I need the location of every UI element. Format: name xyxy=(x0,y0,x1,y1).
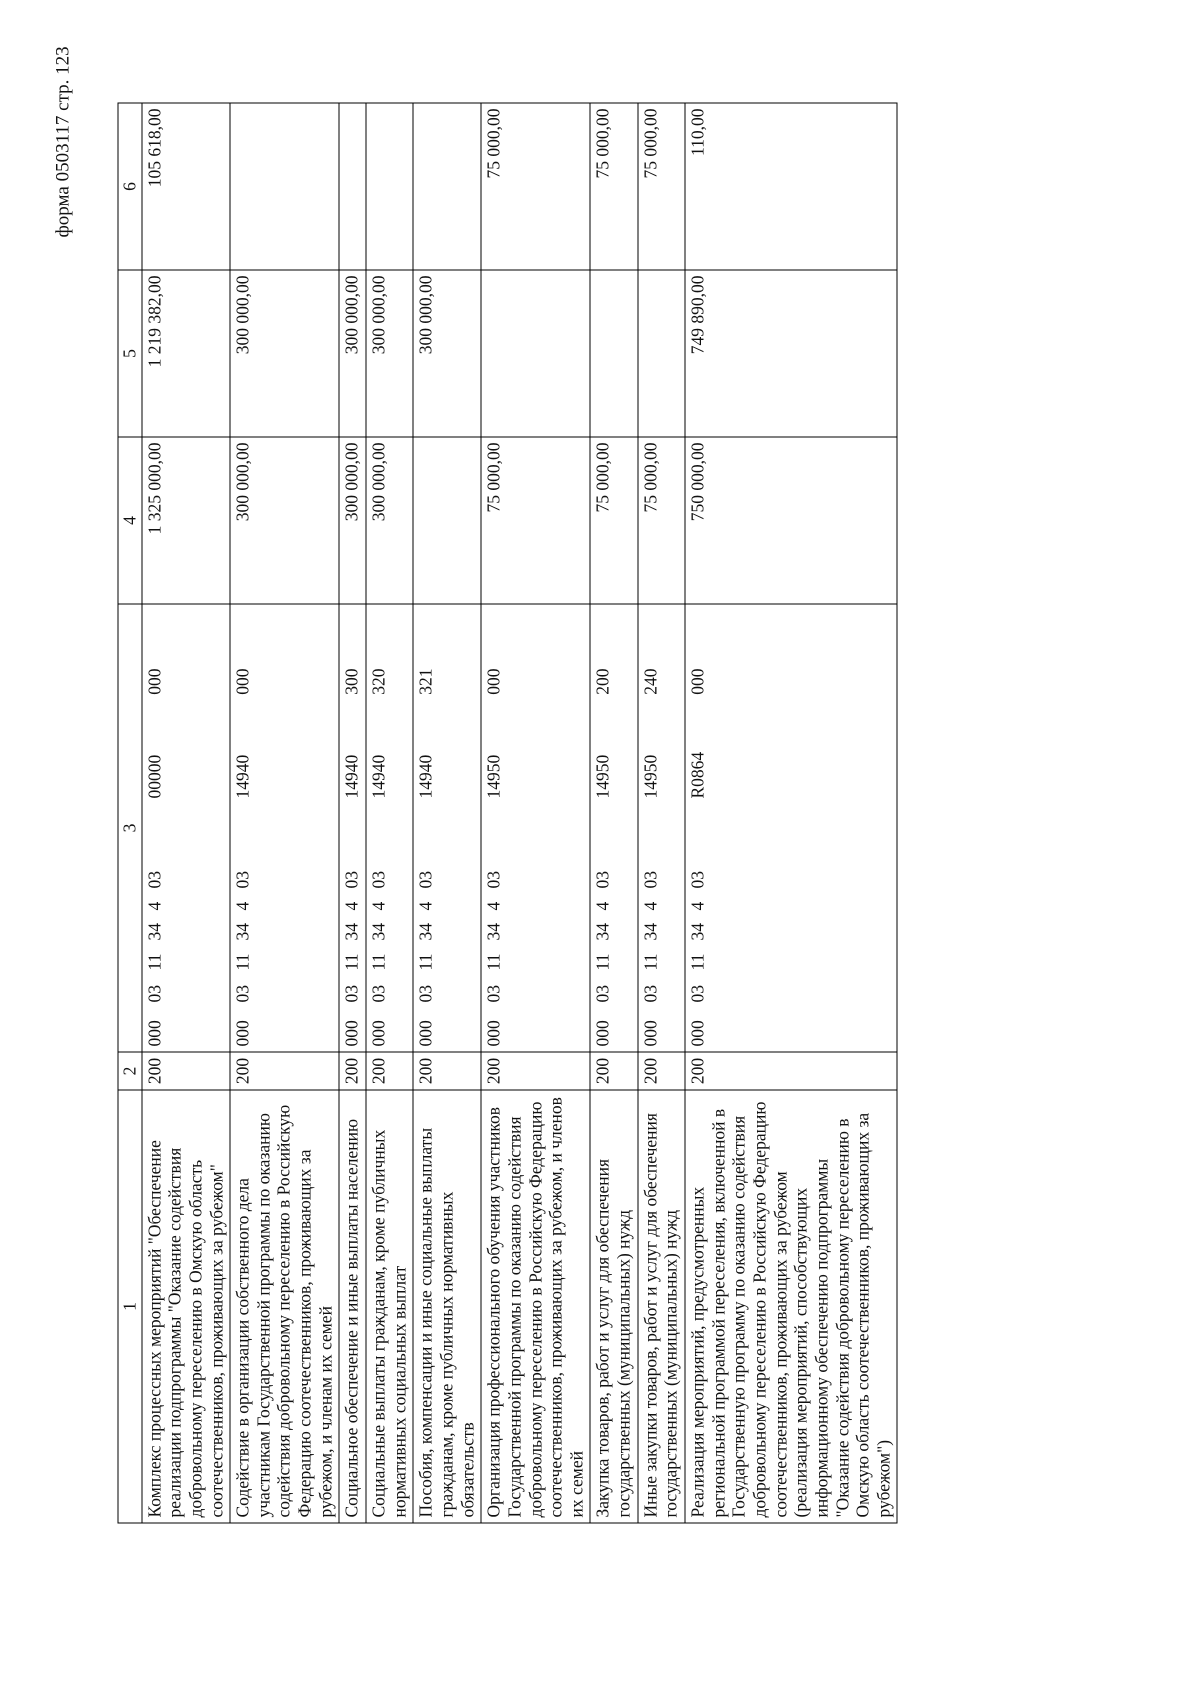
budget-code xyxy=(687,609,708,1046)
row-line-code: 200 xyxy=(637,1052,684,1090)
row-unexecuted-amount: 75 000,00 xyxy=(637,103,684,270)
column-header: 2 xyxy=(118,1052,142,1090)
budget-code-part: 14950 xyxy=(483,754,504,798)
row-executed-amount: 300 000,00 xyxy=(366,270,413,437)
row-line-code: 200 xyxy=(339,1052,366,1090)
budget-table xyxy=(117,102,897,1523)
row-name: Организация профессионального обучения участников Государственной программы по оказанию содействия добровольному переселению в Российскую Федерацию соотечественников, проживающих за рубежом, и членов их семей xyxy=(481,1090,590,1523)
budget-code-part: 34 xyxy=(341,922,362,940)
budget-code xyxy=(483,609,504,1046)
budget-code-part: 03 xyxy=(639,870,660,888)
budget-code-part: 4 xyxy=(368,901,389,910)
row-approved-amount: 300 000,00 xyxy=(339,437,366,604)
row-line-code: 200 xyxy=(230,1052,339,1090)
row-line-code: 200 xyxy=(590,1052,637,1090)
row-name: Социальные выплаты гражданам, кроме публичных нормативных социальных выплат xyxy=(366,1090,413,1523)
row-approved-amount: 300 000,00 xyxy=(366,437,413,604)
budget-code-part: 34 xyxy=(415,922,436,940)
budget-code-part: 11 xyxy=(592,953,613,970)
column-header: 3 xyxy=(118,604,142,1052)
budget-code-part: 320 xyxy=(368,668,389,695)
table-row xyxy=(413,103,481,1523)
budget-code-part: 4 xyxy=(232,901,253,910)
row-approved-amount: 750 000,00 xyxy=(685,437,897,604)
row-name: Социальное обеспечение и иные выплаты населению xyxy=(339,1090,366,1523)
budget-code-part: 14940 xyxy=(415,754,436,798)
budget-code-part: 03 xyxy=(341,870,362,888)
budget-code-part: 000 xyxy=(143,668,164,695)
budget-code-part: 321 xyxy=(415,668,436,695)
row-executed-amount xyxy=(590,270,637,437)
row-name: Иные закупки товаров, работ и услуг для обеспечения государственных (муниципальных) нужд xyxy=(637,1090,684,1523)
row-line-code: 200 xyxy=(141,1052,230,1090)
table-row xyxy=(685,103,897,1523)
budget-code-part: 000 xyxy=(687,668,708,695)
row-unexecuted-amount xyxy=(413,103,481,270)
budget-code-part: 11 xyxy=(143,953,164,970)
budget-code-part: 03 xyxy=(143,870,164,888)
budget-code-part: 03 xyxy=(592,984,613,1002)
row-approved-amount: 75 000,00 xyxy=(637,437,684,604)
budget-code-part: R0864 xyxy=(687,751,708,798)
budget-code-part: 03 xyxy=(368,870,389,888)
budget-code-part: 000 xyxy=(483,668,504,695)
budget-code-part: 000 xyxy=(483,1019,504,1046)
row-executed-amount: 300 000,00 xyxy=(413,270,481,437)
budget-code xyxy=(232,609,253,1046)
row-executed-amount: 749 890,00 xyxy=(685,270,897,437)
budget-code-part: 4 xyxy=(415,901,436,910)
row-name: Содействие в организации собственного дела участникам Государственной программы по оказанию содействия добровольному переселению в Российскую Федерацию соотечественников, проживающих за рубежом, и членам их семей xyxy=(230,1090,339,1523)
budget-code xyxy=(144,609,165,1046)
budget-code-part: 14940 xyxy=(232,754,253,798)
row-budget-code xyxy=(637,604,684,1052)
row-budget-code xyxy=(339,604,366,1052)
table-row xyxy=(637,103,684,1523)
budget-code-part: 000 xyxy=(592,1019,613,1046)
budget-code-part: 03 xyxy=(232,870,253,888)
budget-code-part: 000 xyxy=(232,1019,253,1046)
budget-code-part: 03 xyxy=(592,870,613,888)
row-executed-amount: 300 000,00 xyxy=(230,270,339,437)
column-header: 6 xyxy=(118,103,142,270)
budget-code-part: 4 xyxy=(483,901,504,910)
row-name: Закупка товаров, работ и услуг для обеспечения государственных (муниципальных) нужд xyxy=(590,1090,637,1523)
column-header: 5 xyxy=(118,270,142,437)
row-budget-code xyxy=(481,604,590,1052)
table-row xyxy=(590,103,637,1523)
column-header: 4 xyxy=(118,437,142,604)
table-row xyxy=(230,103,339,1523)
table-row xyxy=(481,103,590,1523)
budget-code-part: 03 xyxy=(483,984,504,1002)
row-line-code: 200 xyxy=(685,1052,897,1090)
budget-code xyxy=(415,609,436,1046)
row-approved-amount: 300 000,00 xyxy=(230,437,339,604)
budget-code-part: 14940 xyxy=(341,754,362,798)
budget-code-part: 4 xyxy=(341,901,362,910)
budget-code-part: 03 xyxy=(415,984,436,1002)
row-line-code: 200 xyxy=(481,1052,590,1090)
budget-code-part: 11 xyxy=(483,953,504,970)
budget-code-part: 03 xyxy=(232,984,253,1002)
row-line-code: 200 xyxy=(413,1052,481,1090)
budget-code-part: 03 xyxy=(639,984,660,1002)
budget-code-part: 34 xyxy=(143,922,164,940)
budget-code-part: 03 xyxy=(687,984,708,1002)
budget-code-part: 000 xyxy=(415,1019,436,1046)
budget-code xyxy=(640,609,661,1046)
row-approved-amount: 1 325 000,00 xyxy=(141,437,230,604)
budget-code-part: 11 xyxy=(232,953,253,970)
budget-code-part: 03 xyxy=(687,870,708,888)
budget-code xyxy=(368,609,389,1046)
row-unexecuted-amount: 110,00 xyxy=(685,103,897,270)
budget-code-part: 14940 xyxy=(368,754,389,798)
budget-code-part: 4 xyxy=(592,901,613,910)
row-name: Пособия, компенсации и иные социальные выплаты гражданам, кроме публичных нормативных обязательств xyxy=(413,1090,481,1523)
budget-code-part: 000 xyxy=(143,1019,164,1046)
table-row xyxy=(339,103,366,1523)
row-budget-code xyxy=(590,604,637,1052)
table-row xyxy=(141,103,230,1523)
budget-code-part: 34 xyxy=(232,922,253,940)
row-budget-code xyxy=(685,604,897,1052)
budget-code xyxy=(592,609,613,1046)
row-unexecuted-amount: 75 000,00 xyxy=(590,103,637,270)
row-executed-amount: 300 000,00 xyxy=(339,270,366,437)
table-row xyxy=(366,103,413,1523)
row-name: Реализация мероприятий, предусмотренных региональной программой переселения, включенной в Государственную программу по оказанию содействия добровольному переселению в Российскую Федерацию соотечественников, проживающих за рубежом (реализация мероприятий, способствующих информационному обеспечению подпрограммы "Оказание содействия добровольному переселению в Омскую область соотечественников, проживающих за рубежом") xyxy=(685,1090,897,1523)
row-budget-code xyxy=(230,604,339,1052)
row-unexecuted-amount xyxy=(230,103,339,270)
budget-code-part: 03 xyxy=(483,870,504,888)
budget-code-part: 000 xyxy=(639,1019,660,1046)
row-approved-amount xyxy=(413,437,481,604)
budget-code-part: 11 xyxy=(368,953,389,970)
row-executed-amount xyxy=(637,270,684,437)
budget-code-part: 200 xyxy=(592,668,613,695)
budget-code-part: 14950 xyxy=(592,754,613,798)
row-unexecuted-amount: 75 000,00 xyxy=(481,103,590,270)
budget-code-part: 11 xyxy=(639,953,660,970)
budget-code-part: 300 xyxy=(341,668,362,695)
budget-code-part: 000 xyxy=(232,668,253,695)
budget-code-part: 000 xyxy=(368,1019,389,1046)
budget-code-part: 240 xyxy=(639,668,660,695)
row-budget-code xyxy=(366,604,413,1052)
budget-code-part: 14950 xyxy=(639,754,660,798)
budget-code-part: 03 xyxy=(415,870,436,888)
form-reference: форма 0503117 стр. 123 xyxy=(52,45,73,237)
budget-code-part: 11 xyxy=(341,953,362,970)
budget-code xyxy=(341,609,362,1046)
row-line-code: 200 xyxy=(366,1052,413,1090)
row-unexecuted-amount: 105 618,00 xyxy=(141,103,230,270)
budget-code-part: 11 xyxy=(415,953,436,970)
row-budget-code xyxy=(413,604,481,1052)
budget-code-part: 000 xyxy=(687,1019,708,1046)
column-header: 1 xyxy=(118,1090,142,1523)
budget-code-part: 34 xyxy=(687,922,708,940)
budget-code-part: 03 xyxy=(368,984,389,1002)
row-budget-code xyxy=(141,604,230,1052)
column-number-row xyxy=(118,103,142,1523)
row-unexecuted-amount xyxy=(339,103,366,270)
budget-code-part: 4 xyxy=(687,901,708,910)
row-approved-amount: 75 000,00 xyxy=(481,437,590,604)
budget-code-part: 34 xyxy=(639,922,660,940)
budget-code-part: 000 xyxy=(341,1019,362,1046)
budget-code-part: 03 xyxy=(341,984,362,1002)
row-executed-amount xyxy=(481,270,590,437)
budget-code-part: 4 xyxy=(639,901,660,910)
row-executed-amount: 1 219 382,00 xyxy=(141,270,230,437)
table-body xyxy=(141,103,897,1523)
row-name: Комплекс процессных мероприятий "Обеспечение реализации подпрограммы "Оказание содействия добровольному переселению в Омскую область соотечественников, проживающих за рубежом" xyxy=(141,1090,230,1523)
budget-code-part: 00000 xyxy=(143,754,164,798)
budget-code-part: 34 xyxy=(592,922,613,940)
row-unexecuted-amount xyxy=(366,103,413,270)
row-approved-amount: 75 000,00 xyxy=(590,437,637,604)
budget-code-part: 4 xyxy=(143,901,164,910)
budget-code-part: 11 xyxy=(687,953,708,970)
budget-code-part: 34 xyxy=(368,922,389,940)
budget-code-part: 34 xyxy=(483,922,504,940)
budget-code-part: 03 xyxy=(143,984,164,1002)
